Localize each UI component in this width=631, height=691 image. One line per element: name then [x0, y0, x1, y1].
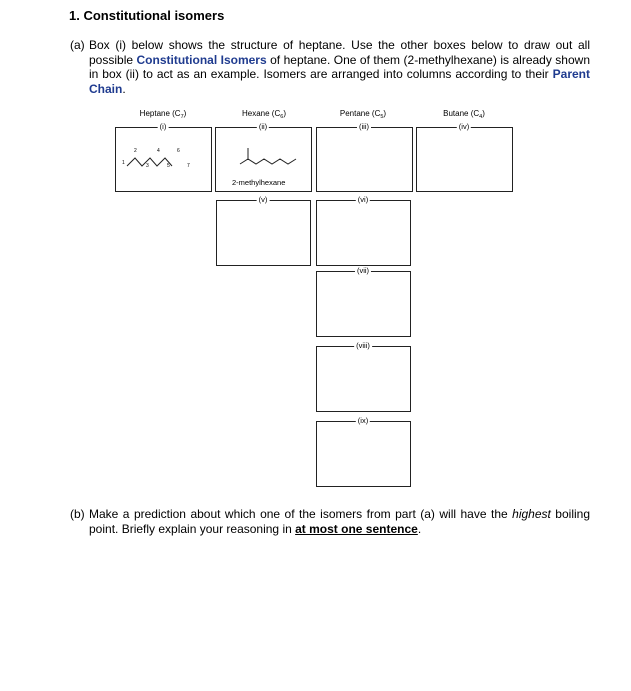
box-v[interactable] [216, 200, 311, 266]
box-label-ii: (ii) [258, 122, 268, 131]
at-most-one-sentence: at most one sentence [295, 521, 418, 536]
example-label: 2-methylhexane [232, 178, 286, 187]
carbon-number: 7 [187, 163, 190, 169]
carbon-number: 6 [177, 148, 180, 154]
part-b-text-1: Make a prediction about which one of the isomers from part (a) will have the [89, 507, 513, 521]
box-viii[interactable] [316, 346, 411, 412]
box-label-vii: (vii) [356, 266, 370, 275]
heptane-header: Heptane $(C_7)$ [139, 109, 187, 120]
box-label-iv: (iv) [458, 122, 470, 131]
part-a-paragraph [70, 38, 590, 96]
hexane-header: Hexane $(C_6)$ [242, 109, 286, 120]
box-label-iii: (iii) [359, 122, 369, 131]
part-b-paragraph [70, 507, 590, 536]
part-a-text-3: . [122, 81, 126, 96]
box-iv[interactable] [416, 127, 513, 192]
carbon-number: 3 [146, 163, 149, 169]
carbon-number: 5 [167, 163, 170, 169]
box-iii[interactable] [316, 127, 413, 192]
box-vii[interactable] [316, 271, 411, 337]
part-a-text-1: Box (i) below shows the structure of heptane. Use the other boxes below to draw out all possible [89, 38, 590, 67]
carbon-number: 2 [134, 148, 137, 154]
part-a-text-2: of heptane. One of them (2-methylhexane) is already shown in box (ii) to act as an example. Isomers are arranged into columns according to their [89, 52, 590, 81]
carbon-number: 4 [157, 148, 160, 154]
box-label-vi: (vi) [357, 195, 369, 204]
part-b-text-2: boiling point. Briefly explain your reasoning in [89, 507, 590, 536]
box-label-ix: (ix) [357, 416, 369, 425]
box-label-i: (i) [159, 122, 167, 131]
constitutional-isomers-term: Constitutional Isomers [136, 52, 267, 67]
carbon-number: 1 [122, 160, 125, 166]
box-label-v: (v) [258, 195, 268, 204]
part-b-text-3: . [417, 521, 422, 536]
box-i[interactable] [115, 127, 212, 192]
heptane-skeletal-structure [116, 128, 211, 191]
box-ii[interactable] [215, 127, 312, 192]
question-title: 1. Constitutional isomers [69, 8, 225, 23]
part-a-label: (a) [70, 38, 85, 52]
highest-emphasis: highest [512, 507, 551, 521]
parent-chain-term: Parent Chain [89, 67, 590, 96]
box-vi[interactable] [316, 200, 411, 266]
part-b-label: (b) [70, 507, 85, 521]
box-ix[interactable] [316, 421, 411, 487]
pentane-header: Pentane $(C_5)$ [339, 109, 387, 120]
box-label-viii: (viii) [356, 341, 370, 350]
butane-header: Butane $(C_4)$ [443, 109, 485, 120]
